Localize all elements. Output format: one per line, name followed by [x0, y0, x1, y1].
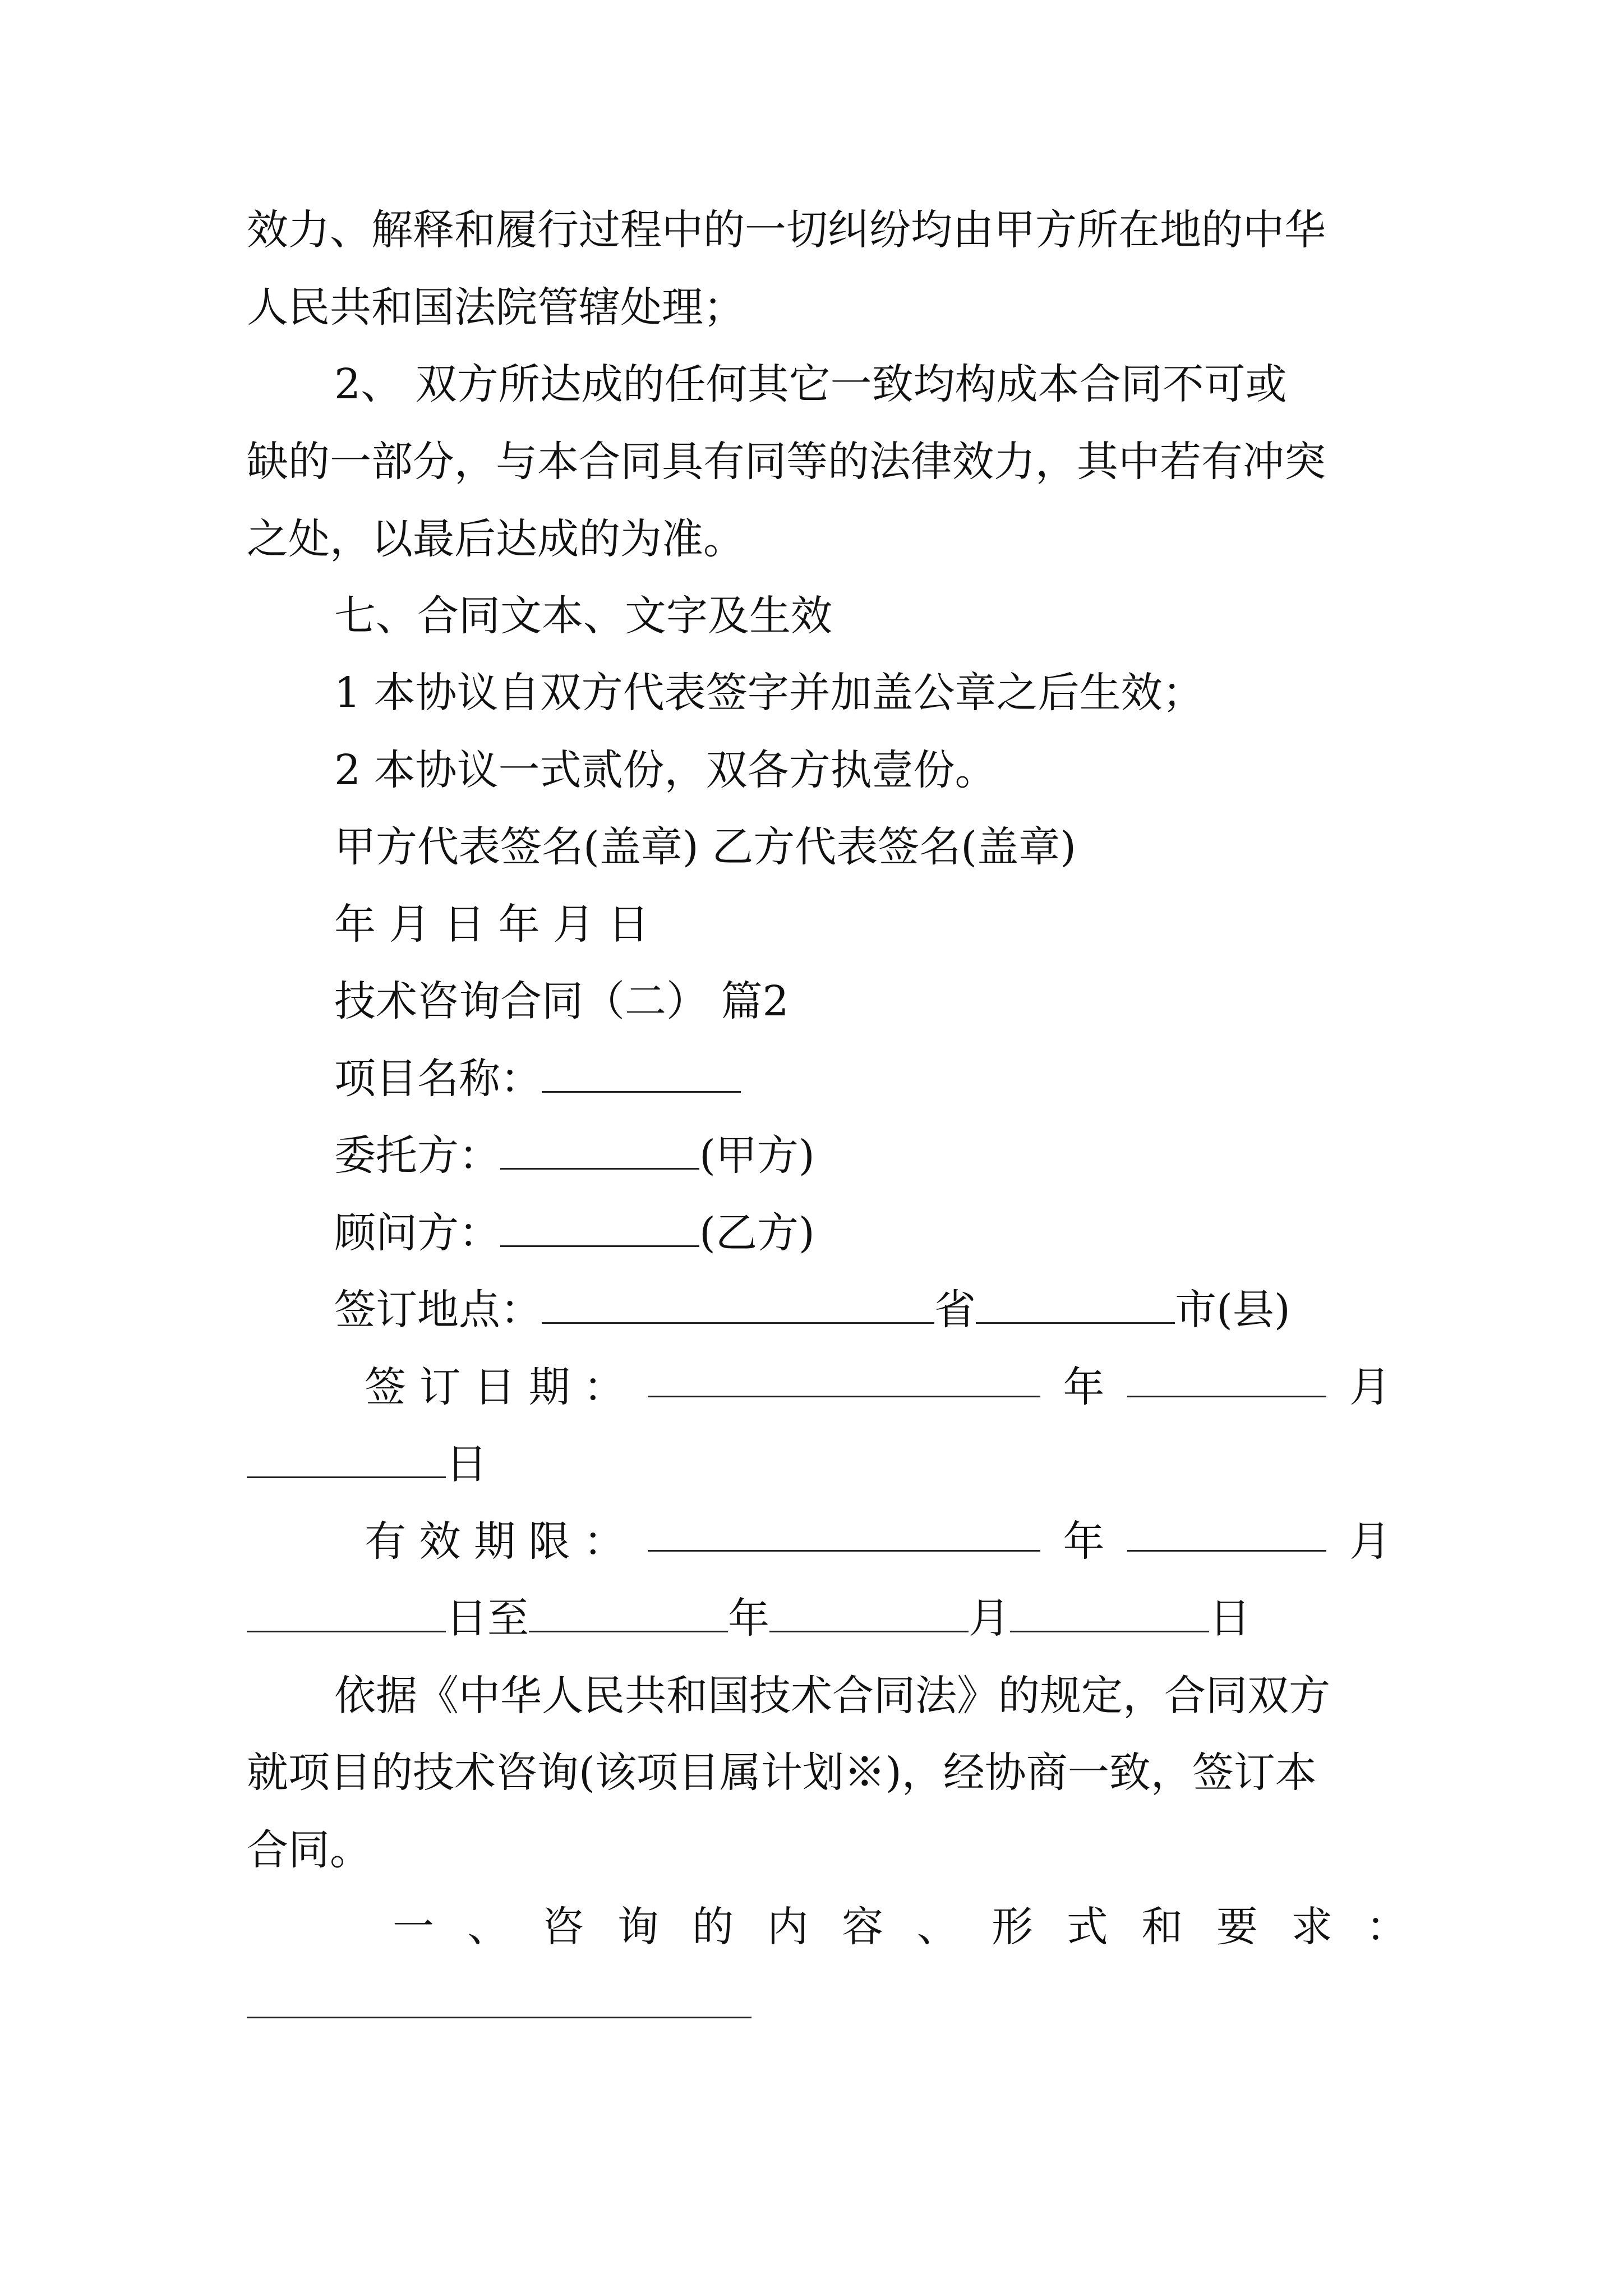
- city-blank: [976, 1283, 1175, 1324]
- signing-place-row: [334, 1279, 1290, 1341]
- paragraph-line-2: 人民共和国法院管辖处理；: [247, 283, 745, 332]
- signature-line: 甲方代表签名(盖章) 乙方代表签名(盖章): [334, 823, 1077, 871]
- province-label: 省: [934, 1286, 976, 1334]
- province-blank: [542, 1283, 934, 1324]
- basis-line-3: 合同。: [247, 1826, 371, 1874]
- city-label: 市(县): [1175, 1286, 1290, 1334]
- paragraph-line-1: 效力、解释和履行过程中的一切纠纷均由甲方所在地的中华: [247, 206, 1326, 254]
- validity-row: [365, 1511, 1391, 1572]
- signing-day-blank: [247, 1437, 446, 1478]
- validity-label: 有 效 期 限 ：: [365, 1517, 625, 1566]
- basis-line-1: 依据《中华人民共和国技术合同法》的规定，合同双方: [334, 1672, 1330, 1720]
- basis-line-2: 就项目的技术咨询(该项目属计划※)，经协商一致，签订本: [247, 1749, 1317, 1797]
- validity-to-day-blank: [1010, 1591, 1209, 1632]
- validity-from-day-blank: [247, 1591, 446, 1632]
- validity-month-label: 月: [1349, 1517, 1391, 1566]
- validity-month-blank: [1127, 1511, 1326, 1552]
- signing-day-row: [247, 1433, 487, 1495]
- client-suffix: (甲方): [699, 1131, 815, 1180]
- project-name-label: 项目名称：: [334, 1055, 542, 1103]
- validity-range-row: [247, 1588, 1251, 1649]
- clause-2-line-1: 2、 双方所达成的任何其它一致均构成本合同不可或: [334, 360, 1287, 408]
- section-1-blank-row: [247, 1973, 751, 2035]
- consultant-row: [334, 1202, 815, 1264]
- signing-day-label: 日: [446, 1440, 487, 1488]
- client-label: 委托方：: [334, 1131, 500, 1180]
- validity-year-blank: [648, 1511, 1040, 1552]
- section-7-item-2: 2 本协议一式贰份，双各方执壹份。: [334, 746, 997, 794]
- section-7-heading: 七、合同文本、文字及生效: [334, 592, 832, 640]
- consultant-blank: [500, 1206, 699, 1247]
- signing-month-label: 月: [1349, 1363, 1391, 1411]
- project-name-row: [334, 1048, 741, 1110]
- clause-2-line-2: 缺的一部分，与本合同具有同等的法律效力，其中若有冲突: [247, 438, 1326, 486]
- section-1-heading: 一 、 咨 询 的 内 容 、 形 式 和 要 求 ：: [393, 1903, 1418, 1951]
- section-1-blank: [247, 1977, 751, 2018]
- client-blank: [500, 1129, 699, 1170]
- project-name-blank: [542, 1052, 741, 1093]
- signing-year-blank: [648, 1356, 1040, 1397]
- validity-to-month-blank: [769, 1591, 969, 1632]
- client-row: [334, 1125, 815, 1186]
- validity-to-year-label: 年: [728, 1594, 769, 1642]
- clause-2-line-3: 之处，以最后达成的为准。: [247, 515, 745, 563]
- signing-year-label: 年: [1063, 1363, 1105, 1411]
- validity-day-to-label: 日至: [446, 1594, 529, 1642]
- consultant-suffix: (乙方): [699, 1209, 815, 1257]
- section-7-item-1: 1 本协议自双方代表签字并加盖公章之后生效；: [334, 669, 1204, 717]
- signature-date-line: 年 月 日 年 月 日: [334, 900, 649, 949]
- document-title: 技术咨询合同（二） 篇2: [334, 977, 789, 1025]
- signing-date-row: [365, 1356, 1391, 1418]
- validity-to-day-label: 日: [1209, 1594, 1251, 1642]
- signing-place-label: 签订地点：: [334, 1286, 542, 1334]
- validity-year-label: 年: [1063, 1517, 1105, 1566]
- signing-month-blank: [1127, 1356, 1326, 1397]
- signing-date-label: 签 订 日 期 ：: [365, 1363, 625, 1411]
- consultant-label: 顾问方：: [334, 1209, 500, 1257]
- validity-to-year-blank: [529, 1591, 728, 1632]
- validity-to-month-label: 月: [969, 1594, 1010, 1642]
